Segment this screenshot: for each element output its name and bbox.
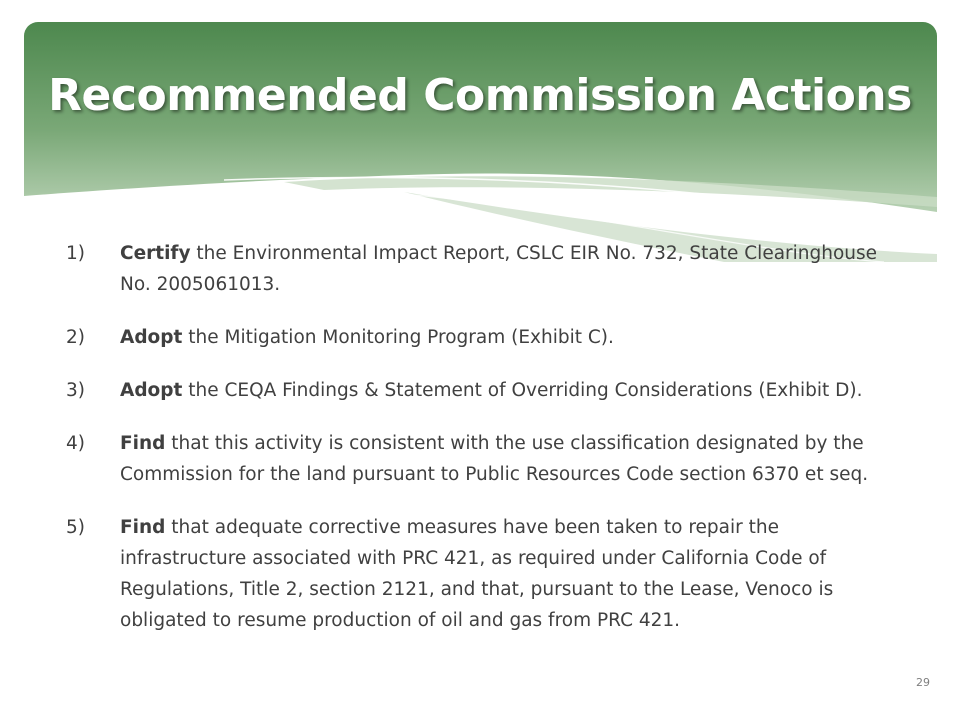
item-text — [120, 428, 906, 490]
item-keyword: Find — [120, 433, 166, 454]
item-body: the Mitigation Monitoring Program (Exhibit C). — [182, 327, 614, 348]
item-text — [120, 375, 906, 406]
slide-title: Recommended Commission Actions — [48, 70, 912, 121]
list-item — [66, 428, 906, 490]
list-item — [66, 512, 906, 636]
item-keyword: Find — [120, 517, 166, 538]
item-number: 3) — [66, 380, 85, 401]
item-keyword: Adopt — [120, 380, 183, 401]
item-text — [120, 238, 906, 300]
title-banner — [24, 22, 937, 262]
item-number: 5) — [66, 517, 85, 538]
item-body: that this activity is consistent with the use classification designated by the Commission for the land pursuant to Public Resources Code section 6370 et seq. — [120, 433, 869, 485]
item-text — [120, 322, 906, 353]
page-number: 29 — [916, 676, 930, 689]
action-list — [66, 238, 906, 658]
item-body: the CEQA Findings & Statement of Overriding Considerations (Exhibit D). — [182, 380, 863, 401]
item-body: the Environmental Impact Report, CSLC EIR No. 732, State Clearinghouse No. 2005061013. — [120, 243, 878, 295]
list-item — [66, 322, 906, 353]
list-item — [66, 238, 906, 300]
item-number: 1) — [66, 243, 85, 264]
item-text — [120, 512, 906, 636]
item-keyword: Adopt — [120, 327, 183, 348]
list-item — [66, 375, 906, 406]
item-keyword: Certify — [120, 243, 191, 264]
banner-background — [24, 22, 937, 262]
item-number: 4) — [66, 433, 85, 454]
item-number: 2) — [66, 327, 85, 348]
item-body: that adequate corrective measures have been taken to repair the infrastructure associated with PRC 421, as required under California Code of Regulations, Title 2, section 2121, and that, pursuant to the Lease, Venoco is obligated to resume production of oil and gas from PRC 421. — [120, 517, 834, 631]
